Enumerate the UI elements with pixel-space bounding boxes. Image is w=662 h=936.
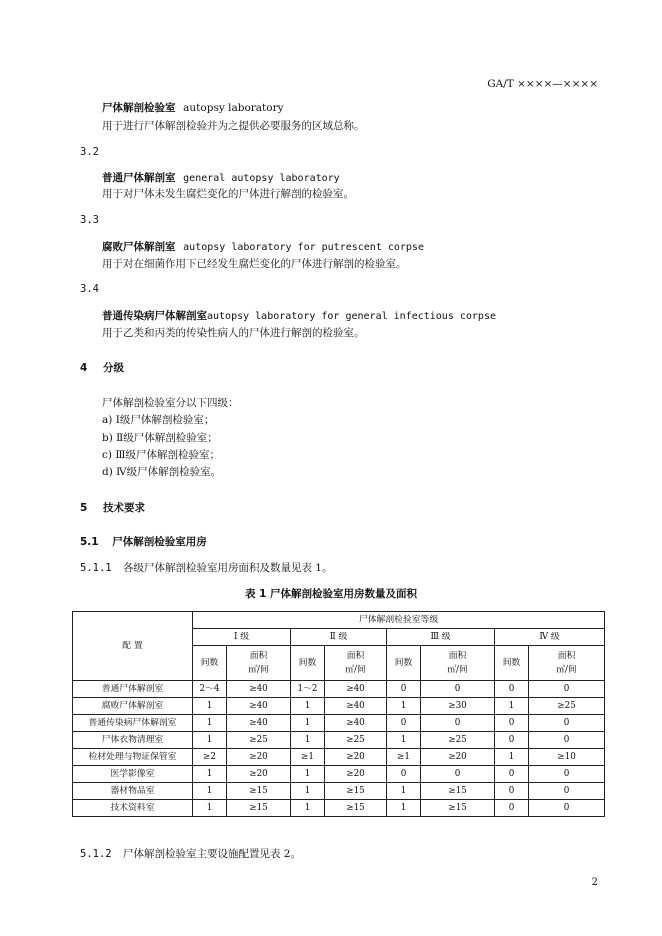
area-header-unit: ㎡/间 — [556, 665, 577, 675]
clause-5-1-2-text: 尸体解剖检验室主要设施配置见表 2。 — [122, 848, 301, 860]
room-area-cell: ≥40 — [325, 698, 387, 715]
area-header — [529, 646, 605, 681]
room-area-cell: ≥25 — [325, 732, 387, 749]
room-count-cell: 0 — [387, 715, 421, 732]
room-count-cell: 1 — [193, 698, 227, 715]
room-area-cell: 0 — [421, 715, 495, 732]
section-4-intro: 尸体解剖检验室分以下四级： — [102, 397, 239, 409]
room-count-cell: 1 — [387, 800, 421, 817]
room-area-cell: ≥20 — [421, 749, 495, 766]
room-count-cell: 1 — [387, 698, 421, 715]
term-3-1-cn: 尸体解剖检验室 — [102, 102, 176, 114]
term-3-2-cn: 普通尸体解剖室 — [102, 172, 176, 184]
count-header: 间数 — [495, 646, 529, 681]
room-area-cell: ≥25 — [421, 732, 495, 749]
level-1-header: Ⅰ 级 — [193, 629, 291, 646]
area-header-label: 面积 — [346, 651, 365, 661]
area-header — [227, 646, 291, 681]
room-name-cell: 检材处理与物证保管室 — [73, 749, 193, 766]
room-area-cell: 0 — [421, 681, 495, 698]
table-1-caption: 表 1 尸体解剖检验室用房数量及面积 — [244, 588, 418, 600]
room-name-cell: 普通尸体解剖室 — [73, 681, 193, 698]
table-row — [73, 749, 605, 766]
room-name-cell: 普通传染病尸体解剖室 — [73, 715, 193, 732]
room-count-cell: 0 — [495, 766, 529, 783]
area-header-label: 面积 — [249, 651, 268, 661]
section-5-heading — [80, 500, 145, 515]
clause-number-3-3: 3.3 — [80, 214, 99, 226]
section-5-1-title: 尸体解剖检验室用房 — [112, 536, 207, 548]
section-5-1-number: 5.1 — [80, 536, 99, 548]
room-count-cell: 0 — [387, 766, 421, 783]
room-area-cell: ≥20 — [227, 766, 291, 783]
room-count-cell: 1 — [291, 715, 325, 732]
term-3-4 — [102, 308, 496, 323]
area-header-unit: ㎡/间 — [248, 665, 269, 675]
grade-item-c: c) Ⅲ级尸体解剖检验室； — [102, 449, 220, 461]
clause-5-1-1 — [80, 560, 332, 575]
room-area-cell: ≥40 — [325, 715, 387, 732]
room-area-cell: 0 — [529, 715, 605, 732]
definition-3-1: 用于进行尸体解剖检验并为之提供必要服务的区域总称。 — [102, 120, 365, 132]
term-3-3-en: autopsy laboratory for putrescent corpse — [183, 242, 424, 253]
room-area-cell: 0 — [529, 783, 605, 800]
count-header: 间数 — [193, 646, 227, 681]
room-area-cell: ≥15 — [227, 800, 291, 817]
room-area-cell: ≥40 — [227, 698, 291, 715]
level-2-header: Ⅱ 级 — [291, 629, 387, 646]
room-area-cell: ≥15 — [325, 800, 387, 817]
room-count-cell: 0 — [387, 681, 421, 698]
clause-5-1-2-number: 5.1.2 — [80, 848, 112, 860]
room-area-cell: ≥40 — [227, 715, 291, 732]
room-area-cell: ≥25 — [529, 698, 605, 715]
room-area-cell: 0 — [529, 800, 605, 817]
room-name-cell: 尸体衣物清理室 — [73, 732, 193, 749]
section-4-heading — [80, 360, 124, 375]
room-count-cell: 1 — [291, 698, 325, 715]
room-name-cell: 腐败尸体解剖室 — [73, 698, 193, 715]
table-body — [73, 681, 605, 817]
room-area-cell: ≥20 — [227, 749, 291, 766]
room-count-cell: 0 — [495, 732, 529, 749]
room-count-cell: 1 — [291, 732, 325, 749]
room-area-cell: ≥15 — [227, 783, 291, 800]
area-header-label: 面积 — [557, 651, 576, 661]
room-count-cell: 0 — [495, 800, 529, 817]
section-4-number: 4 — [80, 362, 88, 374]
clause-5-1-1-number: 5.1.1 — [80, 562, 112, 574]
area-header-unit: ㎡/间 — [447, 665, 468, 675]
room-count-cell: 1 — [495, 749, 529, 766]
room-area-cell: ≥20 — [325, 766, 387, 783]
room-count-cell: 0 — [495, 681, 529, 698]
room-area-cell: 0 — [529, 766, 605, 783]
section-5-1-heading — [80, 534, 207, 549]
room-count-cell: 1 — [193, 783, 227, 800]
clause-5-1-1-text: 各级尸体解剖检验室用房面积及数量见表 1。 — [122, 562, 333, 574]
room-count-cell: 1 — [193, 800, 227, 817]
room-count-cell: 1 — [193, 732, 227, 749]
page-number: 2 — [591, 877, 598, 888]
document-code-header: GA/T ××××—×××× — [487, 78, 598, 90]
clause-5-1-2 — [80, 846, 301, 861]
room-count-cell: 0 — [495, 783, 529, 800]
term-3-2 — [102, 170, 340, 185]
room-count-cell: 1 — [193, 715, 227, 732]
room-count-cell: 1 — [387, 732, 421, 749]
room-count-cell: 1～2 — [291, 681, 325, 698]
term-3-3-cn: 腐败尸体解剖室 — [102, 241, 176, 253]
grade-item-a: a) Ⅰ级尸体解剖检验室； — [102, 414, 215, 426]
clause-number-3-4: 3.4 — [80, 283, 99, 295]
area-header — [325, 646, 387, 681]
table-row — [73, 715, 605, 732]
room-area-cell: ≥10 — [529, 749, 605, 766]
room-area-cell: ≥40 — [227, 681, 291, 698]
room-area-cell: ≥15 — [421, 800, 495, 817]
room-area-cell: ≥25 — [227, 732, 291, 749]
term-3-4-cn: 普通传染病尸体解剖室 — [102, 310, 207, 322]
definition-3-4: 用于乙类和丙类的传染性病人的尸体进行解剖的检验室。 — [102, 327, 365, 339]
room-count-cell: 2～4 — [193, 681, 227, 698]
room-area-cell: ≥20 — [325, 749, 387, 766]
term-3-4-en: autopsy laboratory for general infectious corpse — [207, 311, 496, 322]
definition-3-3: 用于对在细菌作用下已经发生腐烂变化的尸体进行解剖的检验室。 — [102, 258, 407, 270]
room-count-cell: ≥1 — [291, 749, 325, 766]
area-header-unit: ㎡/间 — [345, 665, 366, 675]
table-row — [73, 698, 605, 715]
room-area-table — [72, 611, 605, 817]
term-3-1-en: autopsy laboratory — [183, 102, 284, 114]
area-header — [421, 646, 495, 681]
count-header: 间数 — [387, 646, 421, 681]
term-3-3 — [102, 239, 424, 254]
clause-number-3-2: 3.2 — [80, 146, 99, 158]
room-count-cell: ≥1 — [387, 749, 421, 766]
room-area-cell: 0 — [421, 766, 495, 783]
level-4-header: Ⅳ 级 — [495, 629, 605, 646]
room-count-cell: 1 — [291, 800, 325, 817]
table-row — [73, 800, 605, 817]
room-name-cell: 医学影像室 — [73, 766, 193, 783]
grade-item-d: d) Ⅳ级尸体解剖检验室。 — [102, 466, 222, 478]
config-header: 配 置 — [73, 612, 193, 681]
level-3-header: Ⅲ 级 — [387, 629, 495, 646]
room-count-cell: 1 — [291, 783, 325, 800]
term-3-2-en: general autopsy laboratory — [183, 173, 340, 184]
room-area-cell: ≥40 — [325, 681, 387, 698]
room-count-cell: 1 — [495, 698, 529, 715]
table-row — [73, 681, 605, 698]
room-area-cell: ≥15 — [421, 783, 495, 800]
grade-item-b: b) Ⅱ级尸体解剖检验室； — [102, 432, 218, 444]
table-row — [73, 732, 605, 749]
room-area-cell: 0 — [529, 681, 605, 698]
room-count-cell: 0 — [495, 715, 529, 732]
room-name-cell: 器材物品室 — [73, 783, 193, 800]
room-name-cell: 技术资料室 — [73, 800, 193, 817]
room-area-cell: 0 — [529, 732, 605, 749]
term-3-1 — [102, 100, 284, 115]
room-area-cell: ≥30 — [421, 698, 495, 715]
section-5-number: 5 — [80, 502, 88, 514]
count-header: 间数 — [291, 646, 325, 681]
section-5-title: 技术要求 — [102, 502, 145, 514]
level-group-header: 尸体解剖检验室等级 — [193, 612, 605, 629]
room-area-cell: ≥15 — [325, 783, 387, 800]
section-4-title: 分级 — [102, 362, 124, 374]
table-header-row-1 — [73, 612, 605, 629]
room-count-cell: 1 — [193, 766, 227, 783]
definition-3-2: 用于对尸体未发生腐烂变化的尸体进行解剖的检验室。 — [102, 188, 354, 200]
room-count-cell: ≥2 — [193, 749, 227, 766]
table-row — [73, 783, 605, 800]
area-header-label: 面积 — [448, 651, 467, 661]
table-row — [73, 766, 605, 783]
room-count-cell: 1 — [291, 766, 325, 783]
room-count-cell: 1 — [387, 783, 421, 800]
